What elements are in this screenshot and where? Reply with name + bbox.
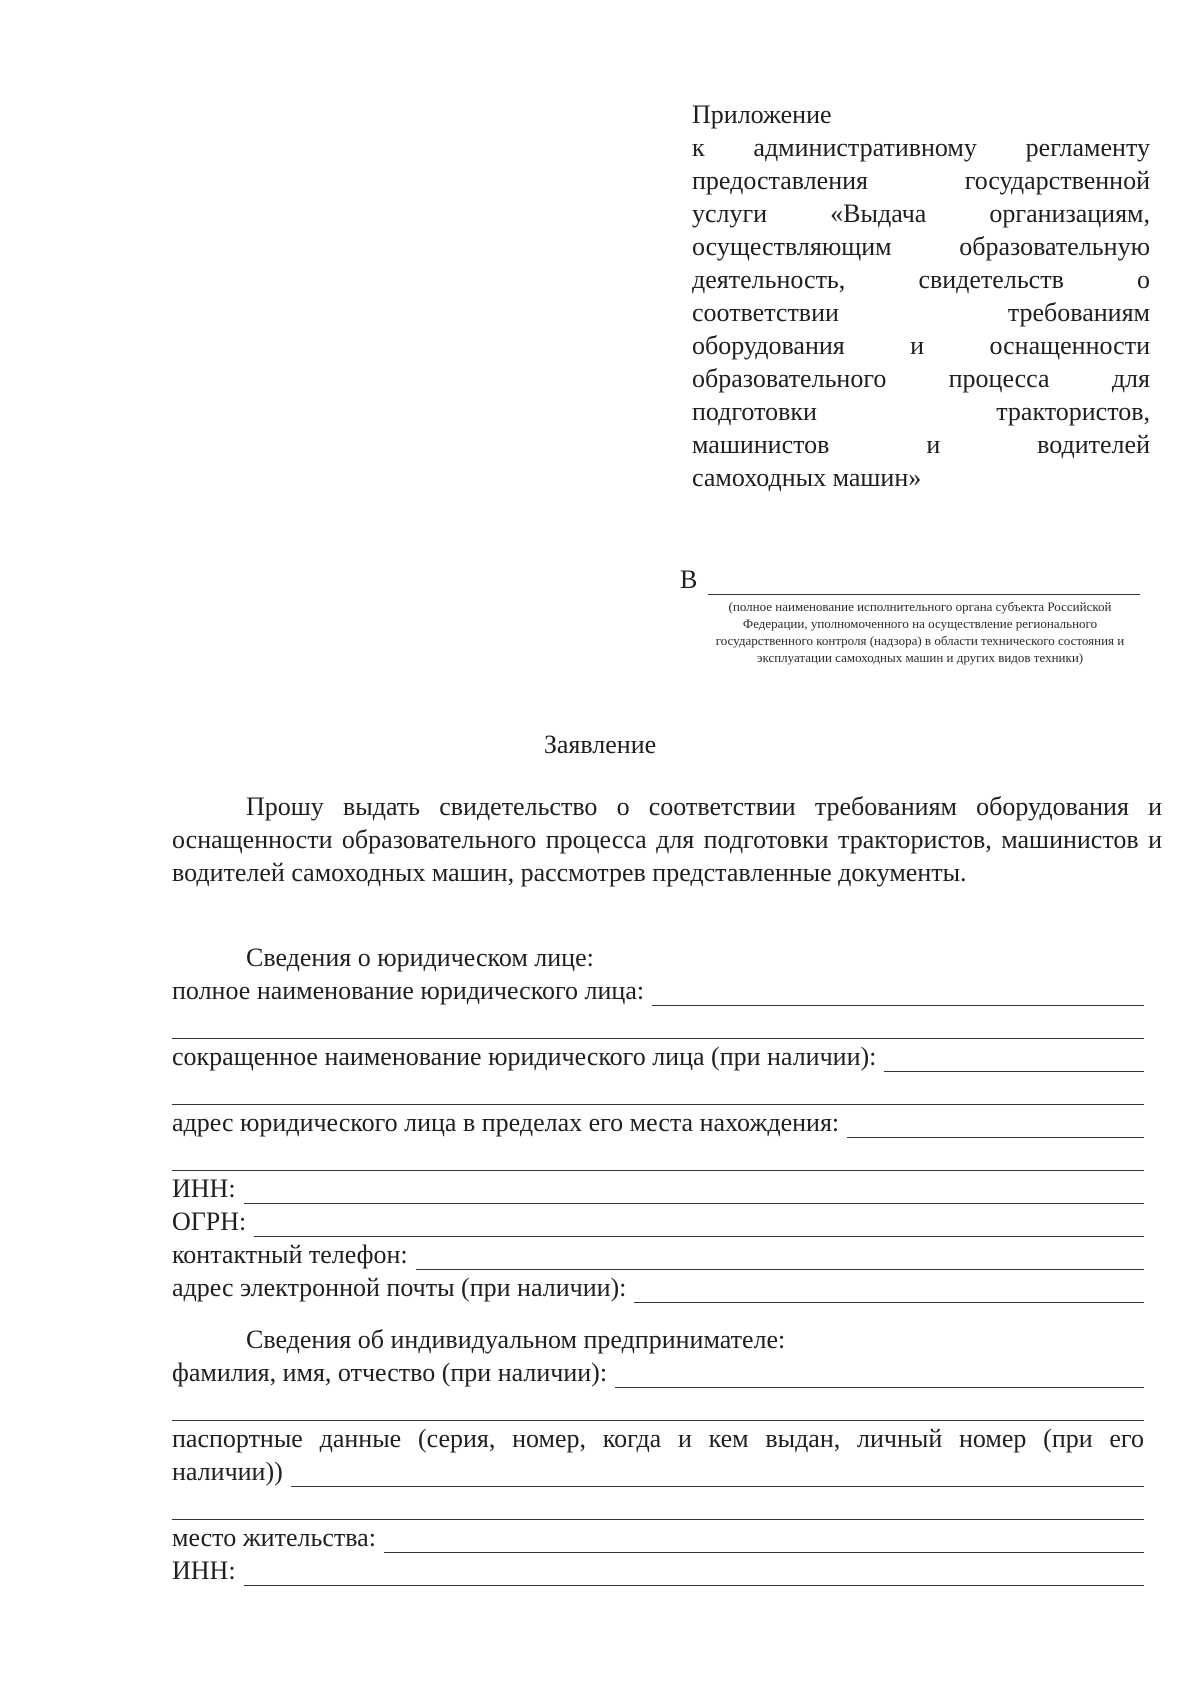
appendix-word: регламенту <box>1025 133 1150 162</box>
passport-label-word: (серия, <box>417 1424 496 1453</box>
appendix-word: государственной <box>964 166 1150 195</box>
entrepreneur-section <box>172 1322 1144 1586</box>
full-name-field-continued[interactable] <box>172 1006 1144 1039</box>
fio-label: фамилия, имя, отчество (при наличии): <box>172 1358 608 1387</box>
addressee-hint: (полное наименование исполнительного органа субъекта Российской Федерации, уполномоченного на осуществление регионального государственного контроля (надзора) в области технического состояния и эксплуатации самоходных машин и других видов техники) <box>715 599 1125 665</box>
passport-label-line <box>172 1421 1144 1454</box>
appendix-word: процесса <box>948 364 1050 393</box>
appendix-word: услуги <box>692 199 768 228</box>
appendix-word: оснащенности <box>989 331 1150 360</box>
entrepreneur-title: Сведения об индивидуальном предпринимателе: <box>246 1325 786 1354</box>
appendix-word: образовательную <box>959 232 1150 261</box>
email-label: адрес электронной почты (при наличии): <box>172 1273 627 1302</box>
inn-label: ИНН: <box>172 1174 236 1203</box>
appendix-word: самоходных машин» <box>692 463 922 492</box>
appendix-word: оборудования <box>692 331 845 360</box>
appendix-word: к <box>692 133 705 162</box>
appendix-word: деятельность, <box>692 265 846 294</box>
appendix-word: организациям, <box>989 199 1150 228</box>
appendix-line <box>692 428 1150 461</box>
appendix-line <box>692 197 1150 230</box>
addressee-field[interactable] <box>708 594 1140 595</box>
appendix-word: трактористов, <box>996 397 1150 426</box>
request-paragraph: Прошу выдать свидетельство о соответствии требованиям оборудования и оснащенности образовательного процесса для подготовки трактористов, машинистов и водителей самоходных машин, рассмотрев представленные документы. <box>172 792 1162 887</box>
fio-field-continued[interactable] <box>172 1388 1144 1421</box>
ip-inn-field[interactable] <box>244 1561 1144 1586</box>
passport-label-word: личный <box>857 1424 943 1453</box>
email-field[interactable] <box>634 1278 1144 1303</box>
appendix-word: Приложение <box>692 100 832 129</box>
fio-field[interactable] <box>615 1363 1144 1388</box>
appendix-word: требованиям <box>1007 298 1150 327</box>
passport-label-word: данные <box>319 1424 402 1453</box>
appendix-word: образовательного <box>692 364 887 393</box>
ogrn-label: ОГРН: <box>172 1207 247 1236</box>
appendix-word: осуществляющим <box>692 232 892 261</box>
appendix-word: подготовки <box>692 397 817 426</box>
phone-row <box>172 1237 1144 1270</box>
residence-field[interactable] <box>384 1528 1144 1553</box>
inn-row <box>172 1171 1144 1204</box>
appendix-word: машинистов <box>692 430 830 459</box>
address-field-continued[interactable] <box>172 1138 1144 1171</box>
passport-label-word: (при <box>1043 1424 1093 1453</box>
appendix-line <box>692 131 1150 164</box>
request-paragraph-block <box>172 790 1162 889</box>
appendix-word: водителей <box>1037 430 1150 459</box>
passport-row <box>172 1454 1144 1487</box>
appendix-word: и <box>910 331 925 360</box>
passport-label-word: когда <box>602 1424 662 1453</box>
appendix-line <box>692 296 1150 329</box>
short-name-field-continued[interactable] <box>172 1072 1144 1105</box>
address-field[interactable] <box>847 1113 1144 1138</box>
appendix-word: предоставления <box>692 166 868 195</box>
appendix-block <box>692 98 1150 494</box>
residence-label: место жительства: <box>172 1523 376 1552</box>
ip-inn-label: ИНН: <box>172 1556 236 1585</box>
ogrn-row <box>172 1204 1144 1237</box>
passport-label-word: выдан, <box>765 1424 841 1453</box>
ogrn-field[interactable] <box>254 1212 1144 1237</box>
appendix-word: и <box>926 430 941 459</box>
passport-field-continued[interactable] <box>172 1487 1144 1520</box>
appendix-line <box>692 461 1150 494</box>
addressee-prefix: В <box>680 565 698 594</box>
passport-label-word: кем <box>708 1424 749 1453</box>
legal-entity-section <box>172 940 1144 1303</box>
appendix-line <box>692 98 1150 131</box>
appendix-word: для <box>1111 364 1150 393</box>
passport-label-continued: наличии)) <box>172 1457 283 1486</box>
appendix-word: свидетельств <box>918 265 1064 294</box>
appendix-word: о <box>1137 265 1150 294</box>
email-row <box>172 1270 1144 1303</box>
passport-label-word: паспортные <box>172 1424 303 1453</box>
address-label: адрес юридического лица в пределах его места нахождения: <box>172 1108 840 1137</box>
passport-label-word: номер <box>959 1424 1027 1453</box>
inn-field[interactable] <box>244 1179 1144 1204</box>
appendix-line <box>692 362 1150 395</box>
appendix-line <box>692 263 1150 296</box>
appendix-line <box>692 395 1150 428</box>
passport-label-word: и <box>677 1424 692 1453</box>
passport-field[interactable] <box>291 1462 1144 1487</box>
full-name-label: полное наименование юридического лица: <box>172 976 645 1005</box>
phone-field[interactable] <box>416 1245 1144 1270</box>
passport-label-word: его <box>1109 1424 1144 1453</box>
ip-inn-row <box>172 1553 1144 1586</box>
full-name-row <box>172 973 1144 1006</box>
passport-label-word: номер, <box>512 1424 587 1453</box>
short-name-row <box>172 1039 1144 1072</box>
address-row <box>172 1105 1144 1138</box>
appendix-word: соответствии <box>692 298 839 327</box>
residence-row <box>172 1520 1144 1553</box>
short-name-field[interactable] <box>884 1047 1144 1072</box>
fio-row <box>172 1355 1144 1388</box>
document-title: Заявление <box>543 730 657 759</box>
appendix-line <box>692 230 1150 263</box>
full-name-field[interactable] <box>652 981 1144 1006</box>
appendix-word: административному <box>753 133 977 162</box>
short-name-label: сокращенное наименование юридического лица (при наличии): <box>172 1042 877 1071</box>
phone-label: контактный телефон: <box>172 1240 408 1269</box>
appendix-line <box>692 329 1150 362</box>
legal-entity-title: Сведения о юридическом лице: <box>246 943 594 972</box>
appendix-word: «Выдача <box>830 199 927 228</box>
appendix-line <box>692 164 1150 197</box>
